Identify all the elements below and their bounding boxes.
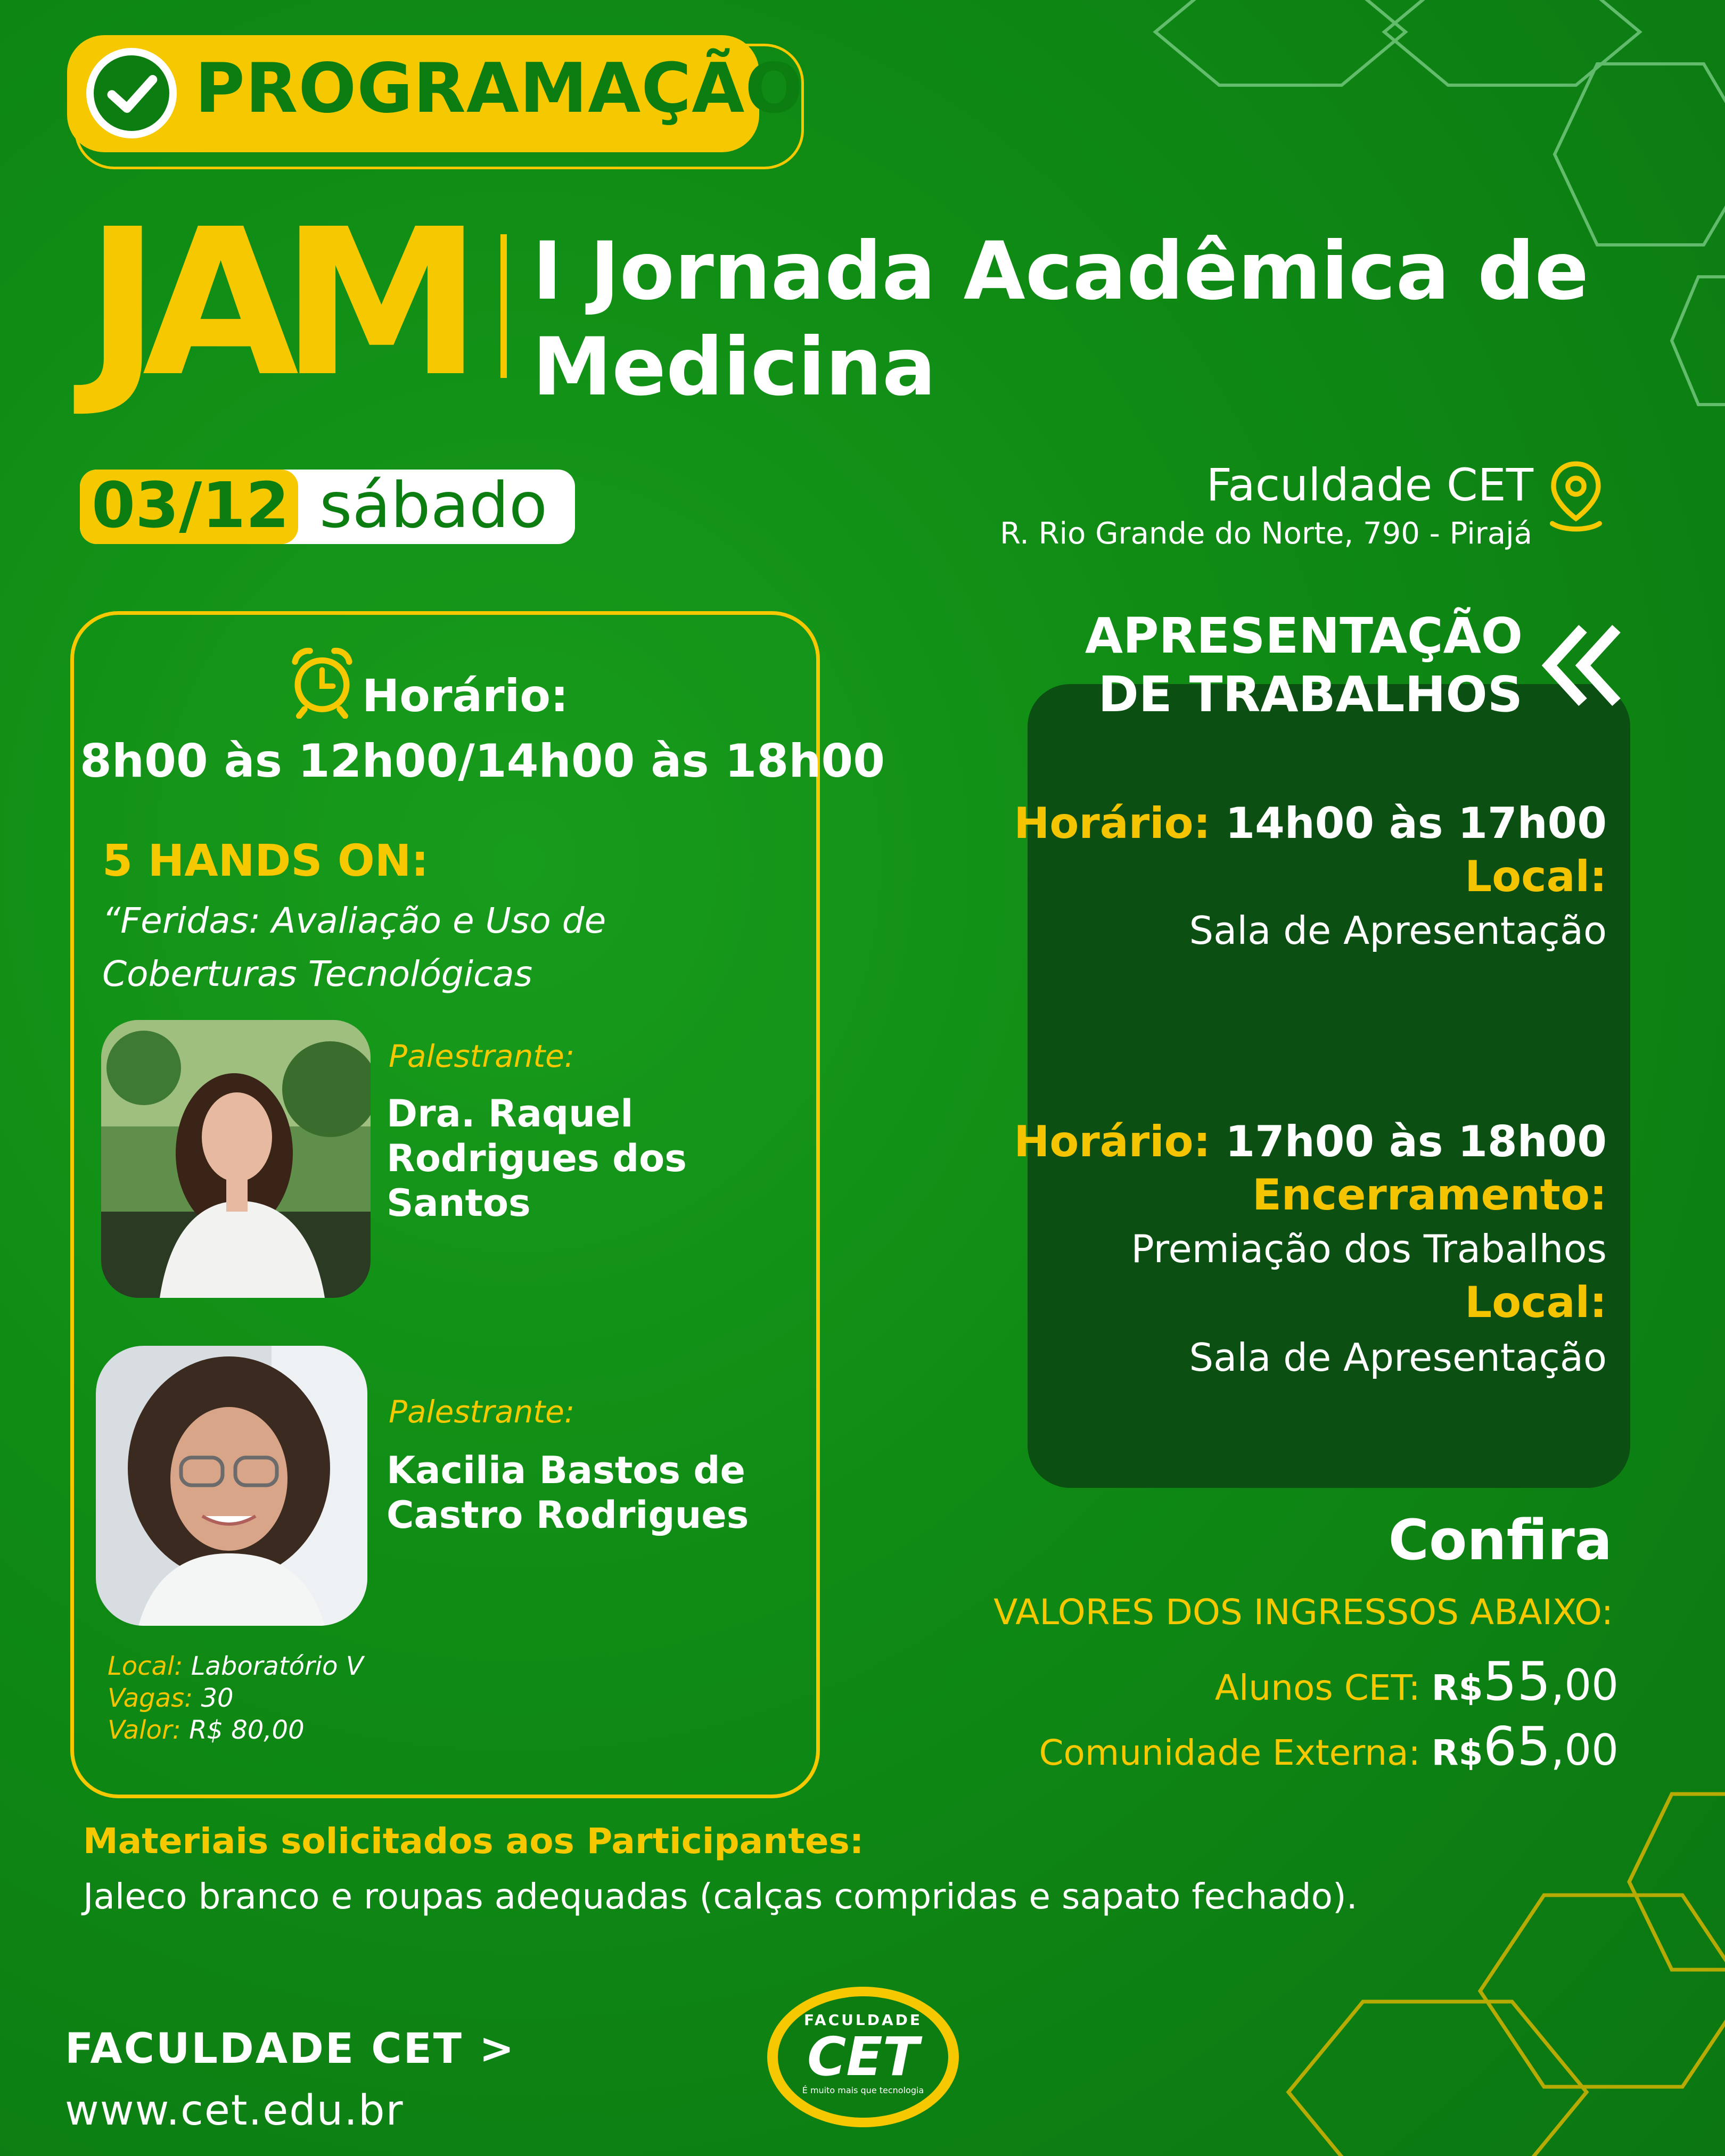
hands-on-description: “Feridas: Avaliação e Uso de Coberturas Tecnológicas [102,900,606,994]
presentation-hours-2 [1014,1117,1607,1166]
event-weekday: sábado [319,468,548,542]
hours-value: 17h00 às 18h00 [1225,1117,1607,1166]
tickets-subheading: VALORES DOS INGRESSOS ABAIXO: [993,1592,1613,1633]
hours-label: Horário: [1014,1117,1211,1166]
speaker-photo [96,1346,367,1626]
logo-tagline: É muito mais que tecnologia [802,2085,924,2095]
location-name: Faculdade CET [1206,459,1533,511]
price-whole: 65 [1483,1715,1551,1778]
price-comunidade [1039,1715,1619,1778]
logo-top-text: FACULDADE [804,2011,922,2029]
tickets-heading: Confira [1388,1508,1612,1573]
presentations-title-line2: DE TRABALHOS [1098,666,1523,723]
presentation-local-value-1: Sala de Apresentação [1189,908,1607,953]
cet-logo [765,1985,962,2129]
info-local-label: Local: [108,1651,183,1681]
event-title: I Jornada Acadêmica de Medicina [532,225,1589,414]
speaker-label: Palestrante: [389,1394,575,1430]
price-currency: R$ [1431,1732,1483,1773]
presentation-local-value-2: Sala de Apresentação [1189,1335,1607,1380]
check-icon [86,48,177,138]
badge-label: PROGRAMAÇÃO [195,49,804,128]
speaker-photo [101,1020,371,1298]
info-vagas-label: Vagas: [108,1683,193,1713]
price-label: Comunidade Externa: [1039,1732,1420,1773]
event-acronym: JAM [85,185,464,421]
logo-main-text: CET [807,2026,919,2088]
price-currency: R$ [1431,1667,1483,1708]
location-pin-icon [1544,459,1608,533]
presentation-hours-1 [1014,799,1607,848]
price-cents: ,00 [1550,1725,1619,1775]
closing-value: Premiação dos Trabalhos [1131,1227,1607,1271]
hours-label: Horário: [1014,799,1211,848]
presentation-local-label-1: Local: [1465,852,1607,901]
price-cents: ,00 [1550,1660,1619,1710]
materials-title: Materiais solicitados aos Participantes: [83,1821,864,1862]
hands-on-title: 5 HANDS ON: [102,836,429,886]
presentation-local-label-2: Local: [1465,1278,1607,1327]
presentations-title-line1: APRESENTAÇÃO [1085,607,1523,664]
info-valor-label: Valor: [108,1715,181,1745]
speaker-name: Kacilia Bastos de Castro Rodrigues [387,1449,749,1537]
info-vagas-value: 30 [201,1683,234,1713]
location-address: R. Rio Grande do Norte, 790 - Pirajá [1000,516,1532,551]
price-alunos [1215,1650,1619,1713]
price-label: Alunos CET: [1214,1667,1420,1708]
footer-brand-link[interactable]: FACULDADE CET > [65,2025,516,2073]
title-divider [500,234,507,378]
info-local-value: Laboratório V [191,1651,364,1681]
event-date: 03/12 [92,468,290,542]
hours-value: 14h00 às 17h00 [1225,799,1607,848]
footer-url-link[interactable]: www.cet.edu.br [65,2087,404,2135]
hours-label: Horário: [362,670,569,722]
speaker-name: Dra. Raquel Rodrigues dos Santos [387,1092,687,1225]
speaker-label: Palestrante: [389,1038,575,1074]
price-whole: 55 [1483,1650,1551,1713]
closing-label: Encerramento: [1252,1170,1607,1220]
hands-on-info [108,1650,364,1746]
materials-text: Jaleco branco e roupas adequadas (calças compridas e sapato fechado). [83,1876,1358,1917]
hours-value: 8h00 às 12h00/14h00 às 18h00 [80,735,885,788]
presentations-title [1085,607,1523,724]
info-valor-value: R$ 80,00 [189,1715,305,1745]
alarm-clock-icon [288,644,357,719]
double-chevron-left-icon [1533,618,1629,713]
